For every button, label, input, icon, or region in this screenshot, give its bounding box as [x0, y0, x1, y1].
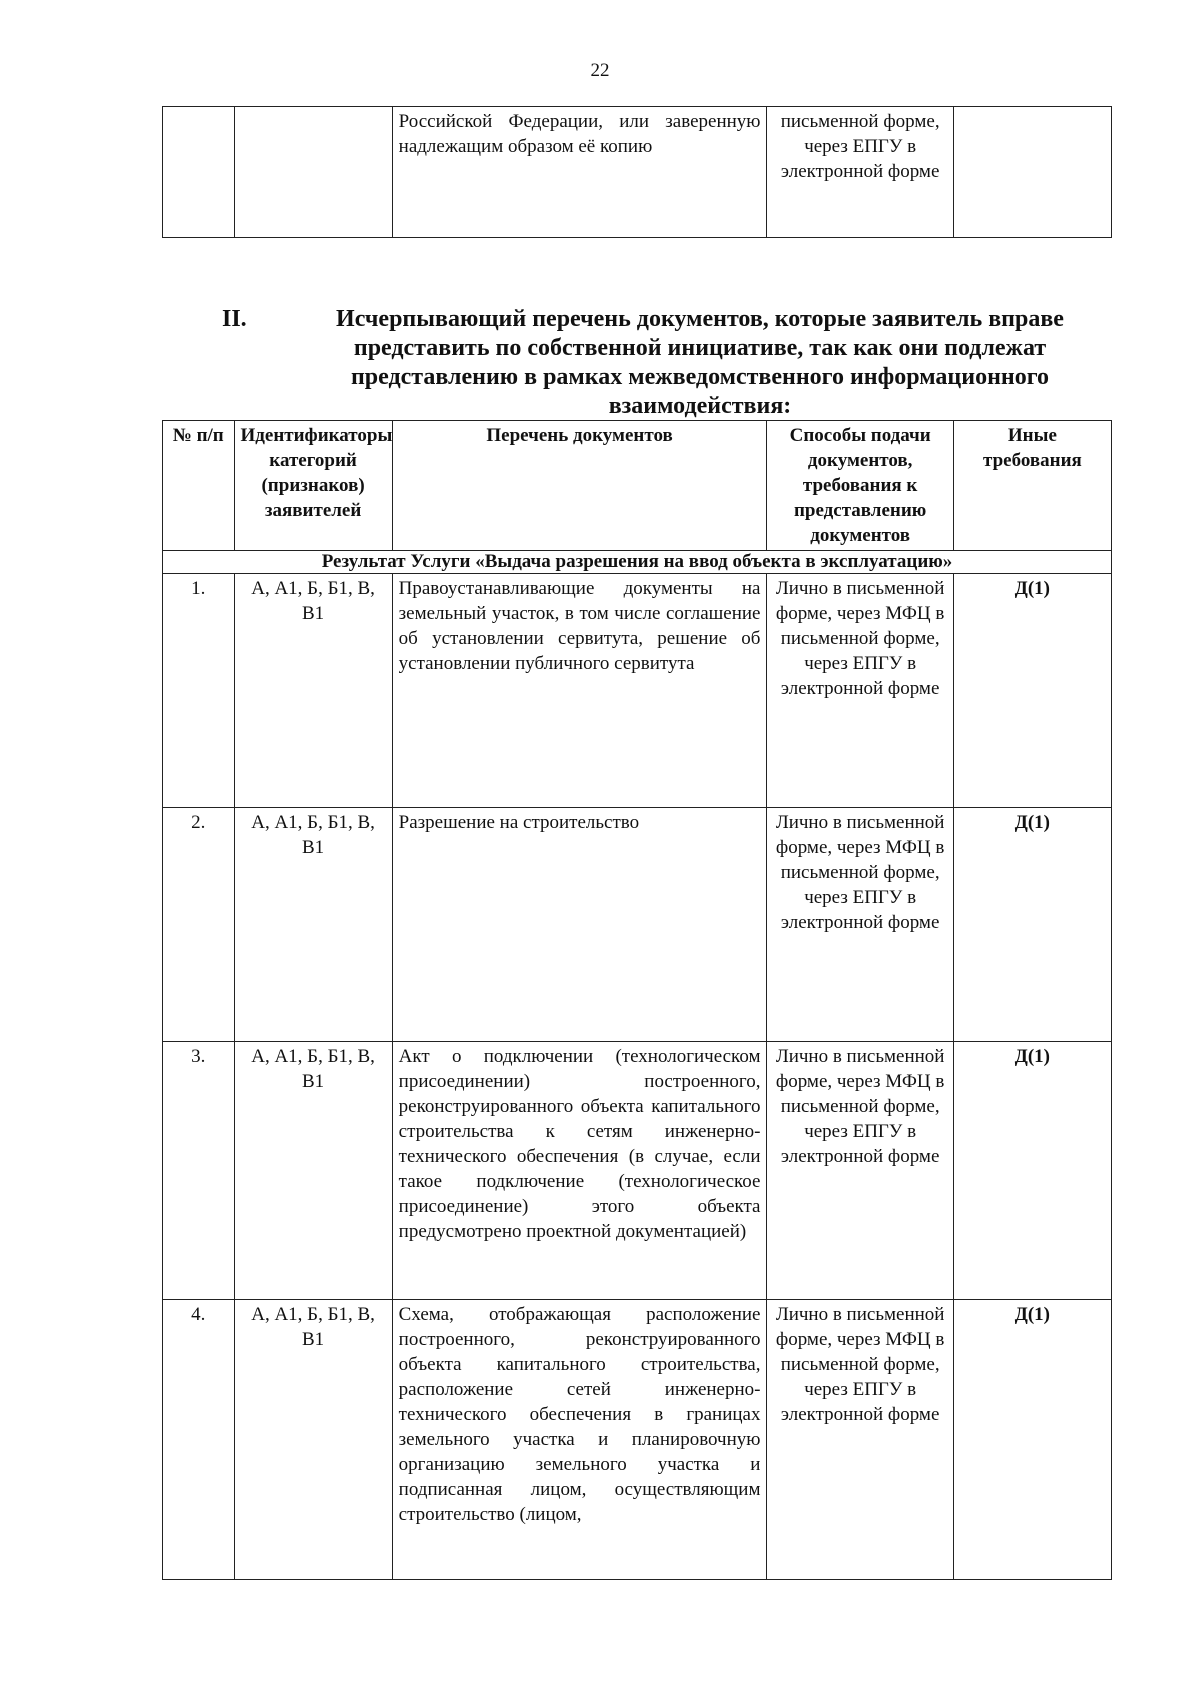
row-number: 2.	[163, 808, 235, 1042]
documents-table	[162, 420, 1112, 1580]
row-methods: Лично в письменной форме, через МФЦ в письменной форме, через ЕПГУ в электронной форме	[767, 808, 953, 1042]
row-documents: Акт о подключении (технологическом присоединении) построенного, реконструированного объекта капитального строительства к сетям инженерно-технического обеспечения (в случае, если такое подключение (технологическое присоединение) этого объекта предусмотрено проектной документацией)	[392, 1042, 767, 1300]
table-row	[163, 1042, 1112, 1300]
table-header-row	[163, 421, 1112, 551]
section-title: Исчерпывающий перечень документов, которые заявитель вправе представить по собственной инициативе, так как они подлежат представлению в рамках межведомственного информационного взаимодействия:	[336, 306, 1064, 419]
row-documents: Правоустанавливающие документы на земельный участок, в том числе соглашение об установлении сервитута, решение об установлении публичного сервитута	[392, 574, 767, 808]
row-categories: А, А1, Б, Б1, В, В1	[234, 574, 392, 808]
row-documents: Разрешение на строительство	[392, 808, 767, 1042]
row-other: Д(1)	[953, 1042, 1111, 1300]
header-other: Иные требования	[953, 421, 1111, 551]
table-row	[163, 574, 1112, 808]
row-other: Д(1)	[953, 574, 1111, 808]
continued-table	[162, 106, 1112, 238]
table-row	[163, 808, 1112, 1042]
table-cell: письменной форме, через ЕПГУ в электронной форме	[767, 107, 953, 238]
section-number: II.	[222, 306, 247, 332]
row-methods: Лично в письменной форме, через МФЦ в письменной форме, через ЕПГУ в электронной форме	[767, 1300, 953, 1580]
row-categories: А, А1, Б, Б1, В, В1	[234, 808, 392, 1042]
result-title: Результат Услуги «Выдача разрешения на ввод объекта в эксплуатацию»	[163, 551, 1112, 574]
table-row	[163, 107, 1112, 238]
row-categories: А, А1, Б, Б1, В, В1	[234, 1300, 392, 1580]
row-categories: А, А1, Б, Б1, В, В1	[234, 1042, 392, 1300]
row-documents: Схема, отображающая расположение построенного, реконструированного объекта капитального строительства, расположение сетей инженерно-технического обеспечения в границах земельного участка и планировочную организацию земельного участка и подписанная лицом, осуществляющим строительство (лицом,	[392, 1300, 767, 1580]
header-categories: Идентификаторы категорий (признаков) заявителей	[234, 421, 392, 551]
row-other: Д(1)	[953, 808, 1111, 1042]
table-cell: Российской Федерации, или заверенную надлежащим образом её копию	[392, 107, 767, 238]
row-methods: Лично в письменной форме, через МФЦ в письменной форме, через ЕПГУ в электронной форме	[767, 1042, 953, 1300]
page-number: 22	[590, 60, 610, 81]
result-row	[163, 551, 1112, 574]
row-number: 4.	[163, 1300, 235, 1580]
table-cell	[163, 107, 235, 238]
table-cell	[953, 107, 1111, 238]
row-methods: Лично в письменной форме, через МФЦ в письменной форме, через ЕПГУ в электронной форме	[767, 574, 953, 808]
header-number: № п/п	[163, 421, 235, 551]
header-methods: Способы подачи документов, требования к представлению документов	[767, 421, 953, 551]
row-other: Д(1)	[953, 1300, 1111, 1580]
row-number: 1.	[163, 574, 235, 808]
table-row	[163, 1300, 1112, 1580]
header-documents: Перечень документов	[392, 421, 767, 551]
table-cell	[234, 107, 392, 238]
row-number: 3.	[163, 1042, 235, 1300]
section-heading	[222, 305, 1102, 421]
